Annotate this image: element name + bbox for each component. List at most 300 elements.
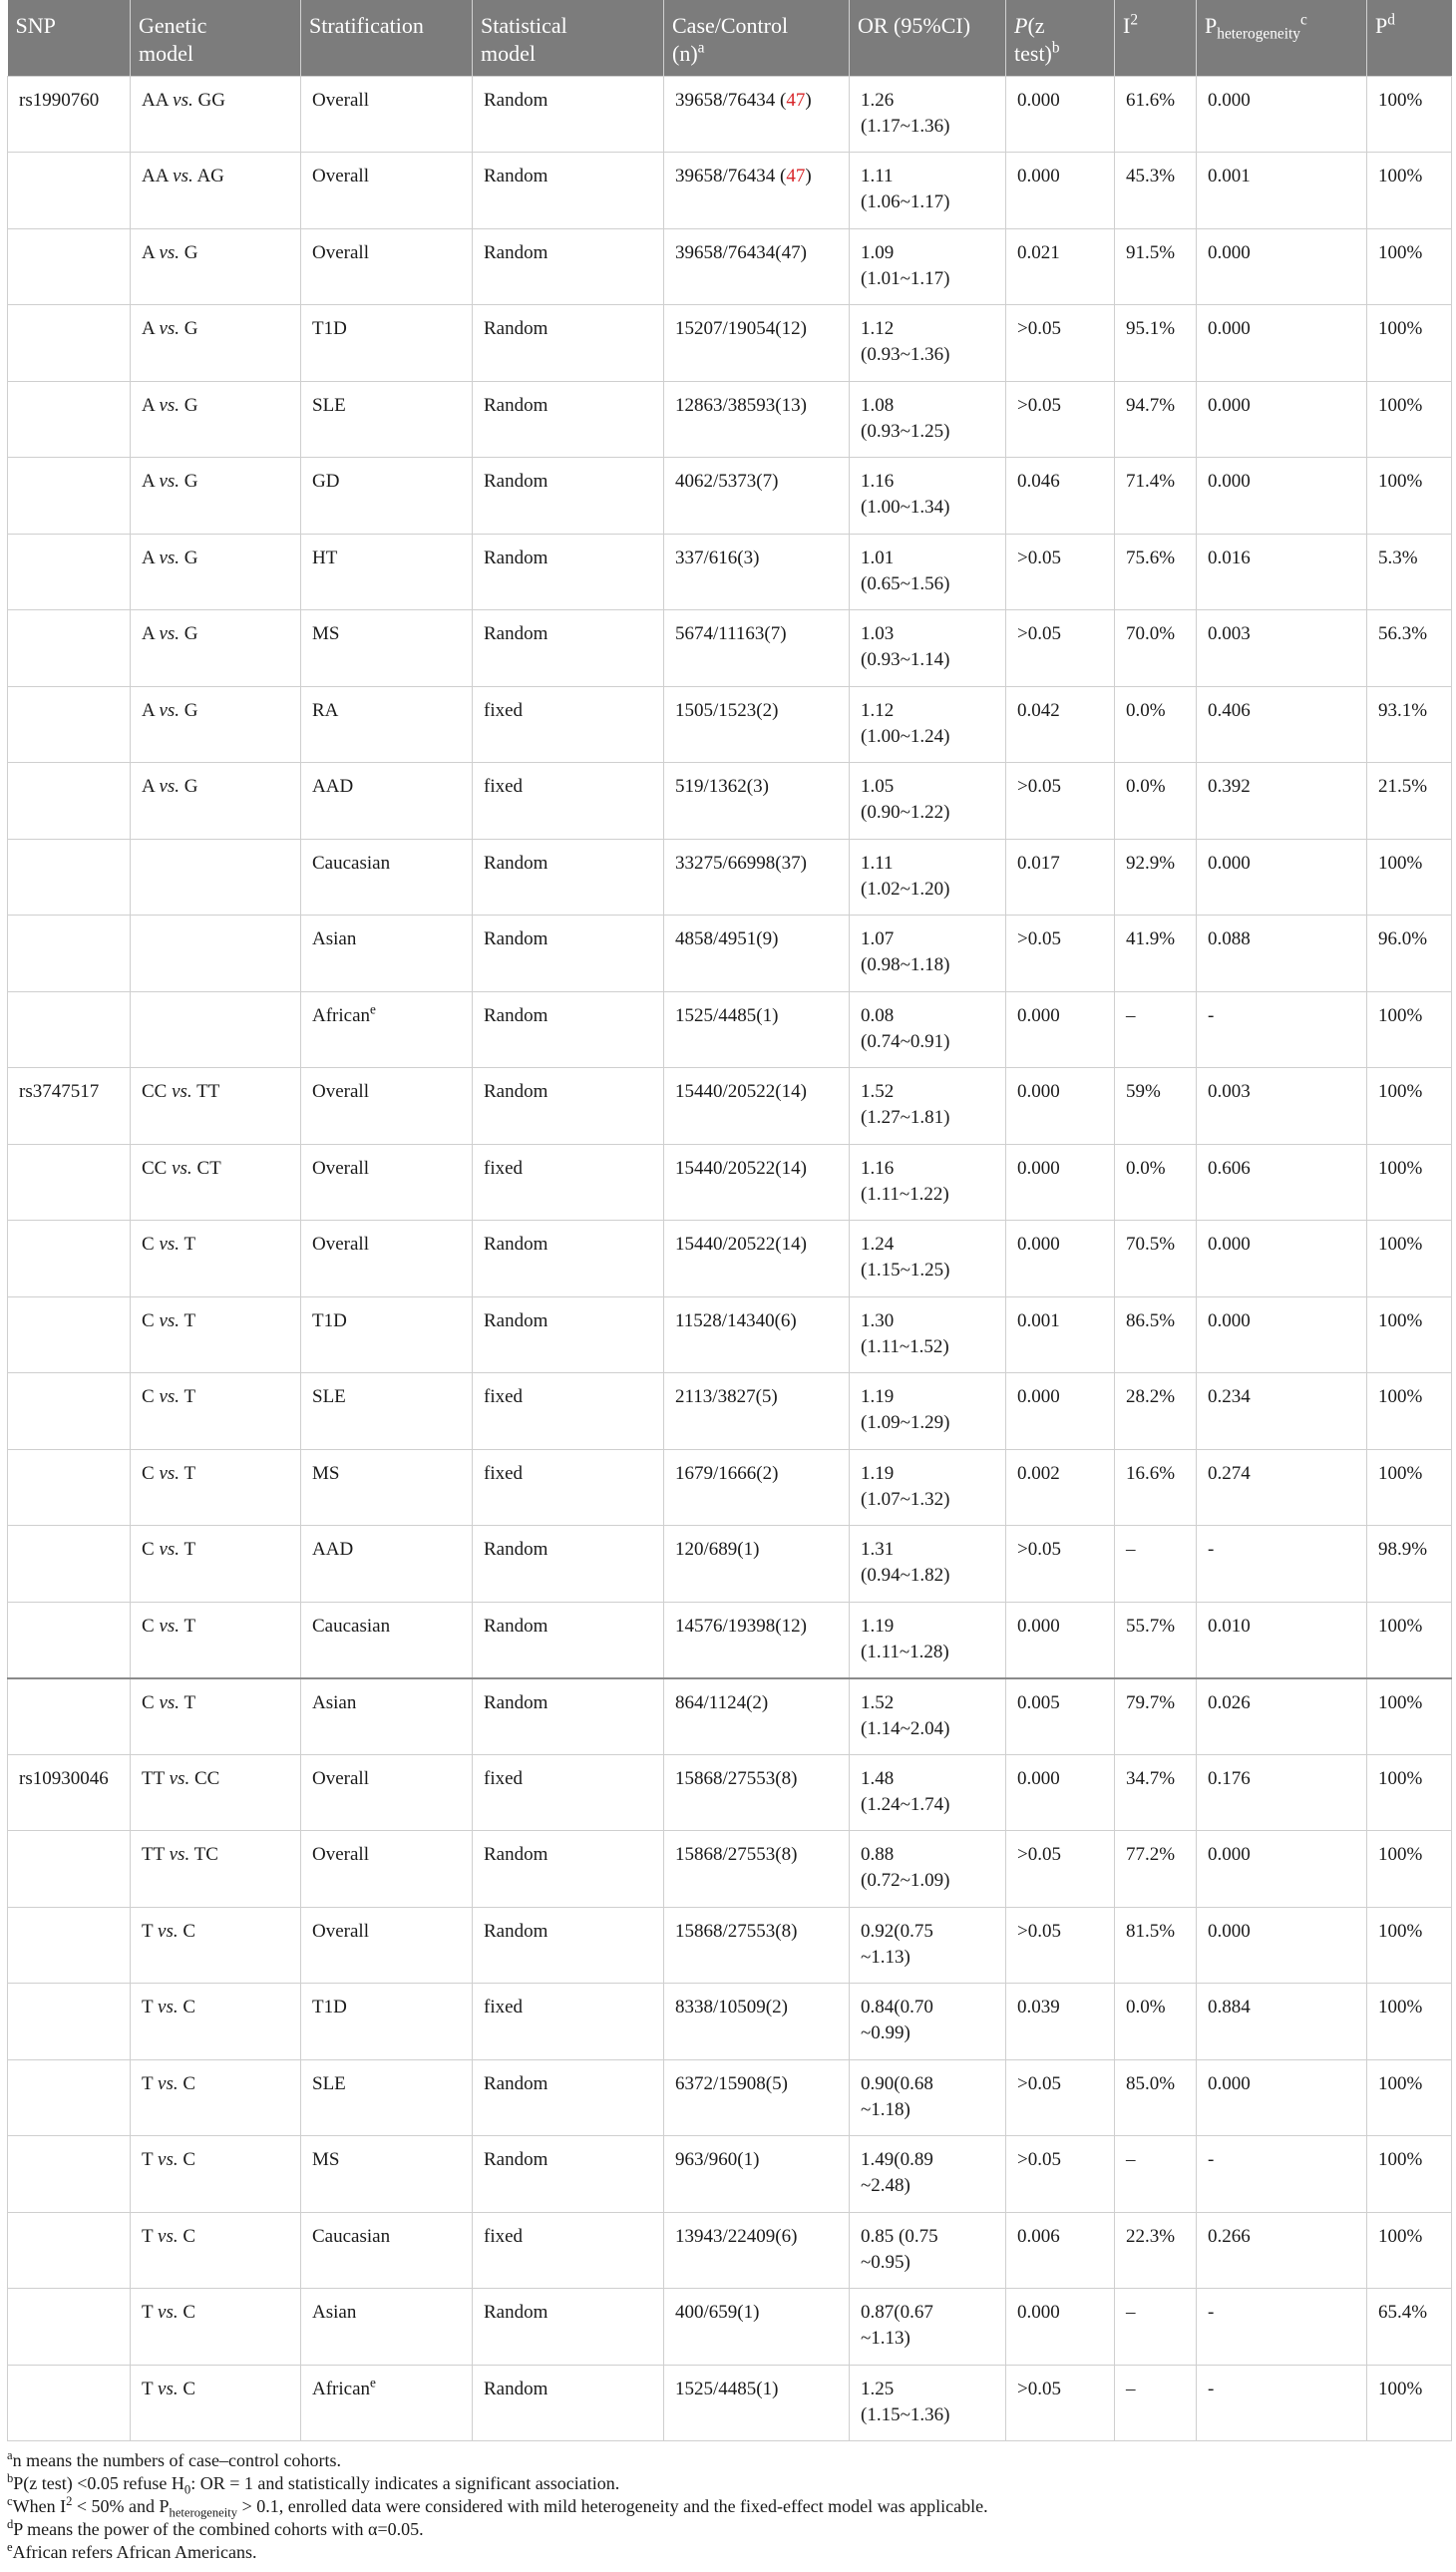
cell-or: 1.12 (1.00~1.24): [850, 686, 1006, 763]
cell-pz: 0.000: [1006, 991, 1115, 1068]
cell-stratification: T1D: [301, 305, 473, 382]
cell-stratification: Caucasian: [301, 2212, 473, 2289]
header-or: OR (95%CI): [850, 0, 1006, 76]
cell-pheterogeneity: 0.000: [1197, 458, 1367, 535]
cell-statistical-model: Random: [473, 1678, 664, 1755]
cell-statistical-model: Random: [473, 1526, 664, 1603]
cell-or: 0.84(0.70 ~0.99): [850, 1984, 1006, 2060]
cell-pheterogeneity: 0.003: [1197, 610, 1367, 687]
cell-i2: 41.9%: [1115, 916, 1197, 992]
table-row: [8, 1602, 1452, 1678]
cell-or: 0.87(0.67 ~1.13): [850, 2289, 1006, 2366]
table-row: [8, 610, 1452, 687]
cell-i2: 77.2%: [1115, 1831, 1197, 1908]
header-pz: P(z test)$^b$: [1006, 0, 1115, 76]
table-row: [8, 1984, 1452, 2060]
cell-pheterogeneity: 0.000: [1197, 305, 1367, 382]
table-row: [8, 916, 1452, 992]
cell-pd: 100%: [1367, 1984, 1452, 2060]
cell-i2: 95.1%: [1115, 305, 1197, 382]
table-row: [8, 2365, 1452, 2441]
cell-statistical-model: Random: [473, 1831, 664, 1908]
cell-case-control: 39658/76434(47): [664, 228, 850, 305]
cell-statistical-model: Random: [473, 610, 664, 687]
cell-case-control: 337/616(3): [664, 534, 850, 610]
cell-or: 1.26 (1.17~1.36): [850, 76, 1006, 153]
table-row: [8, 2059, 1452, 2136]
cell-statistical-model: fixed: [473, 763, 664, 840]
cell-stratification: African$^e$: [301, 2365, 473, 2441]
cell-or: 1.30 (1.11~1.52): [850, 1296, 1006, 1373]
cell-statistical-model: Random: [473, 2059, 664, 2136]
cell-genetic-model: [131, 839, 301, 916]
cell-stratification: Overall: [301, 1907, 473, 1984]
cell-i2: 79.7%: [1115, 1678, 1197, 1755]
footnote-a: $^a$n means the numbers of case–control cohorts.: [7, 2448, 341, 2470]
cell-snp: rs10930046: [8, 1754, 131, 1831]
table-row: [8, 1068, 1452, 1145]
cell-stratification: RA: [301, 686, 473, 763]
cell-statistical-model: Random: [473, 1296, 664, 1373]
cell-statistical-model: Random: [473, 2365, 664, 2441]
cell-stratification: SLE: [301, 381, 473, 458]
cell-case-control: 8338/10509(2): [664, 1984, 850, 2060]
table-row: [8, 381, 1452, 458]
cell-pheterogeneity: -: [1197, 991, 1367, 1068]
cell-genetic-model: AA vs. GG: [131, 76, 301, 153]
cell-pz: >0.05: [1006, 1831, 1115, 1908]
cell-stratification: SLE: [301, 1373, 473, 1450]
cell-pheterogeneity: 0.606: [1197, 1144, 1367, 1221]
cell-stratification: MS: [301, 1449, 473, 1526]
cell-case-control: 15440/20522(14): [664, 1068, 850, 1145]
results-table: [7, 0, 1452, 2441]
cell-statistical-model: Random: [473, 228, 664, 305]
cell-case-control: 13943/22409(6): [664, 2212, 850, 2289]
header-stratification: Stratification: [301, 0, 473, 76]
cell-genetic-model: T vs. C: [131, 1984, 301, 2060]
cell-stratification: African$^e$: [301, 991, 473, 1068]
cell-pd: 100%: [1367, 991, 1452, 1068]
cell-snp: [8, 458, 131, 535]
table-container: [7, 0, 1451, 2564]
cell-pd: 100%: [1367, 1602, 1452, 1678]
cell-snp: [8, 1144, 131, 1221]
cell-pz: 0.006: [1006, 2212, 1115, 2289]
cell-i2: 22.3%: [1115, 2212, 1197, 2289]
cell-genetic-model: A vs. G: [131, 534, 301, 610]
cell-pz: 0.005: [1006, 1678, 1115, 1755]
cell-case-control: 4062/5373(7): [664, 458, 850, 535]
cell-case-control: 6372/15908(5): [664, 2059, 850, 2136]
cell-pd: 100%: [1367, 1754, 1452, 1831]
cell-pd: 98.9%: [1367, 1526, 1452, 1603]
cell-or: 1.12 (0.93~1.36): [850, 305, 1006, 382]
cell-snp: [8, 1449, 131, 1526]
table-row: [8, 2289, 1452, 2366]
cell-statistical-model: Random: [473, 2289, 664, 2366]
cell-or: 1.16 (1.11~1.22): [850, 1144, 1006, 1221]
cell-i2: –: [1115, 991, 1197, 1068]
cell-case-control: 963/960(1): [664, 2136, 850, 2213]
cell-genetic-model: AA vs. AG: [131, 153, 301, 229]
cell-statistical-model: Random: [473, 991, 664, 1068]
cell-statistical-model: fixed: [473, 1449, 664, 1526]
cell-i2: 61.6%: [1115, 76, 1197, 153]
cell-pz: >0.05: [1006, 381, 1115, 458]
cell-stratification: Overall: [301, 1221, 473, 1297]
cell-statistical-model: Random: [473, 1602, 664, 1678]
cell-case-control: 15440/20522(14): [664, 1221, 850, 1297]
cell-i2: 94.7%: [1115, 381, 1197, 458]
cell-pd: 100%: [1367, 1068, 1452, 1145]
cell-pd: 100%: [1367, 228, 1452, 305]
cell-or: 1.08 (0.93~1.25): [850, 381, 1006, 458]
cell-snp: [8, 2136, 131, 2213]
cell-pz: 0.046: [1006, 458, 1115, 535]
cell-genetic-model: [131, 991, 301, 1068]
header-pheterogeneity: $P_{heterogeneity}^c$: [1197, 0, 1367, 76]
cell-or: 1.19 (1.09~1.29): [850, 1373, 1006, 1450]
cell-genetic-model: [131, 916, 301, 992]
cell-i2: 91.5%: [1115, 228, 1197, 305]
cell-stratification: Overall: [301, 228, 473, 305]
cell-pz: 0.000: [1006, 76, 1115, 153]
cell-pd: 100%: [1367, 1449, 1452, 1526]
cell-pz: 0.000: [1006, 1068, 1115, 1145]
cell-genetic-model: T vs. C: [131, 1907, 301, 1984]
footnote-d: $^d$P means the power of the combined cohorts with α=0.05.: [7, 2517, 424, 2539]
cell-or: 1.52 (1.27~1.81): [850, 1068, 1006, 1145]
cell-pheterogeneity: 0.176: [1197, 1754, 1367, 1831]
cell-or: 1.19 (1.11~1.28): [850, 1602, 1006, 1678]
cell-pz: 0.000: [1006, 1602, 1115, 1678]
cell-genetic-model: A vs. G: [131, 381, 301, 458]
footnote-e: $^e$African refers African Americans.: [7, 2540, 257, 2562]
cell-i2: –: [1115, 2365, 1197, 2441]
cell-case-control: 33275/66998(37): [664, 839, 850, 916]
cell-pheterogeneity: 0.406: [1197, 686, 1367, 763]
cell-pd: 100%: [1367, 2365, 1452, 2441]
cell-snp: [8, 763, 131, 840]
cell-stratification: GD: [301, 458, 473, 535]
cell-pheterogeneity: -: [1197, 2289, 1367, 2366]
cell-case-control: 2113/3827(5): [664, 1373, 850, 1450]
cell-pz: >0.05: [1006, 2365, 1115, 2441]
cell-case-control: 39658/76434 (47): [664, 76, 850, 153]
cell-pz: 0.042: [1006, 686, 1115, 763]
cell-or: 1.19 (1.07~1.32): [850, 1449, 1006, 1526]
cell-i2: 70.5%: [1115, 1221, 1197, 1297]
cell-snp: [8, 2212, 131, 2289]
cell-pheterogeneity: 0.392: [1197, 763, 1367, 840]
cell-i2: 55.7%: [1115, 1602, 1197, 1678]
header-case-control: Case/Control $(n)^a$: [664, 0, 850, 76]
footnotes: [7, 2449, 1451, 2564]
table-row: [8, 305, 1452, 382]
cell-pheterogeneity: 0.003: [1197, 1068, 1367, 1145]
cell-pd: 100%: [1367, 1907, 1452, 1984]
cell-pz: >0.05: [1006, 1526, 1115, 1603]
cell-snp: [8, 1984, 131, 2060]
cell-genetic-model: A vs. G: [131, 610, 301, 687]
cell-pheterogeneity: 0.010: [1197, 1602, 1367, 1678]
cell-pd: 100%: [1367, 1373, 1452, 1450]
cell-genetic-model: CC vs. CT: [131, 1144, 301, 1221]
cell-statistical-model: Random: [473, 1907, 664, 1984]
table-row: [8, 839, 1452, 916]
cell-genetic-model: T vs. C: [131, 2212, 301, 2289]
cell-snp: [8, 2289, 131, 2366]
cell-or: 1.05 (0.90~1.22): [850, 763, 1006, 840]
cell-stratification: Asian: [301, 2289, 473, 2366]
table-row: [8, 534, 1452, 610]
cell-pd: 100%: [1367, 76, 1452, 153]
cell-stratification: T1D: [301, 1296, 473, 1373]
header-statistical-model: Statistical model: [473, 0, 664, 76]
cell-genetic-model: A vs. G: [131, 458, 301, 535]
cell-pz: 0.039: [1006, 1984, 1115, 2060]
cell-pd: 100%: [1367, 839, 1452, 916]
cell-pz: 0.002: [1006, 1449, 1115, 1526]
cell-case-control: 12863/38593(13): [664, 381, 850, 458]
cell-pz: 0.000: [1006, 2289, 1115, 2366]
cell-pd: 21.5%: [1367, 763, 1452, 840]
cell-pz: >0.05: [1006, 2059, 1115, 2136]
cell-i2: –: [1115, 2289, 1197, 2366]
cell-stratification: Overall: [301, 76, 473, 153]
cell-pheterogeneity: 0.088: [1197, 916, 1367, 992]
cell-or: 1.48 (1.24~1.74): [850, 1754, 1006, 1831]
table-row: [8, 1296, 1452, 1373]
cell-case-control: 519/1362(3): [664, 763, 850, 840]
table-row: [8, 228, 1452, 305]
cell-pz: 0.000: [1006, 1373, 1115, 1450]
cell-i2: 28.2%: [1115, 1373, 1197, 1450]
cell-genetic-model: C vs. T: [131, 1678, 301, 1755]
cell-or: 1.49(0.89 ~2.48): [850, 2136, 1006, 2213]
cell-stratification: T1D: [301, 1984, 473, 2060]
table-row: [8, 763, 1452, 840]
cell-or: 1.24 (1.15~1.25): [850, 1221, 1006, 1297]
cell-genetic-model: A vs. G: [131, 228, 301, 305]
cell-or: 0.08 (0.74~0.91): [850, 991, 1006, 1068]
cell-genetic-model: A vs. G: [131, 686, 301, 763]
table-row: [8, 1831, 1452, 1908]
table-row: [8, 1373, 1452, 1450]
cell-pz: >0.05: [1006, 763, 1115, 840]
cell-or: 1.16 (1.00~1.34): [850, 458, 1006, 535]
cell-statistical-model: Random: [473, 2136, 664, 2213]
cell-pheterogeneity: 0.026: [1197, 1678, 1367, 1755]
cell-snp: [8, 610, 131, 687]
cell-case-control: 1525/4485(1): [664, 991, 850, 1068]
cell-snp: rs3747517: [8, 1068, 131, 1145]
cell-pheterogeneity: 0.000: [1197, 228, 1367, 305]
cell-i2: 34.7%: [1115, 1754, 1197, 1831]
cell-pheterogeneity: 0.000: [1197, 1831, 1367, 1908]
cell-genetic-model: A vs. G: [131, 305, 301, 382]
cell-pz: >0.05: [1006, 1907, 1115, 1984]
cell-snp: [8, 381, 131, 458]
cell-pd: 100%: [1367, 1296, 1452, 1373]
cell-statistical-model: fixed: [473, 1373, 664, 1450]
cell-case-control: 11528/14340(6): [664, 1296, 850, 1373]
cell-case-control: 15868/27553(8): [664, 1907, 850, 1984]
cell-genetic-model: A vs. G: [131, 763, 301, 840]
cell-pd: 100%: [1367, 1831, 1452, 1908]
cell-stratification: HT: [301, 534, 473, 610]
cell-or: 0.85 (0.75 ~0.95): [850, 2212, 1006, 2289]
cell-stratification: AAD: [301, 1526, 473, 1603]
cell-pheterogeneity: 0.000: [1197, 1907, 1367, 1984]
table-row: [8, 1144, 1452, 1221]
cell-snp: [8, 1602, 131, 1678]
cell-case-control: 15868/27553(8): [664, 1754, 850, 1831]
cell-stratification: Overall: [301, 1144, 473, 1221]
cell-statistical-model: Random: [473, 916, 664, 992]
cell-i2: 75.6%: [1115, 534, 1197, 610]
cell-or: 1.11 (1.02~1.20): [850, 839, 1006, 916]
cell-i2: 85.0%: [1115, 2059, 1197, 2136]
cell-stratification: Caucasian: [301, 839, 473, 916]
header-genetic-model: Genetic model: [131, 0, 301, 76]
cell-case-control: 1679/1666(2): [664, 1449, 850, 1526]
cell-snp: [8, 534, 131, 610]
cell-or: 1.09 (1.01~1.17): [850, 228, 1006, 305]
table-row: [8, 1754, 1452, 1831]
cell-pz: 0.001: [1006, 1296, 1115, 1373]
cell-snp: [8, 2059, 131, 2136]
cell-snp: [8, 686, 131, 763]
cell-pz: 0.000: [1006, 1144, 1115, 1221]
cell-case-control: 14576/19398(12): [664, 1602, 850, 1678]
cell-snp: [8, 153, 131, 229]
cell-pheterogeneity: 0.000: [1197, 1296, 1367, 1373]
cell-snp: [8, 1373, 131, 1450]
cell-genetic-model: C vs. T: [131, 1526, 301, 1603]
table-row: [8, 153, 1452, 229]
cell-statistical-model: Random: [473, 1068, 664, 1145]
header-row: [8, 0, 1452, 76]
cell-genetic-model: C vs. T: [131, 1602, 301, 1678]
cell-pheterogeneity: 0.000: [1197, 381, 1367, 458]
cell-pz: >0.05: [1006, 610, 1115, 687]
cell-snp: [8, 305, 131, 382]
cell-pheterogeneity: 0.016: [1197, 534, 1367, 610]
cell-snp: [8, 1907, 131, 1984]
cell-statistical-model: Random: [473, 381, 664, 458]
cell-case-control: 39658/76434 (47): [664, 153, 850, 229]
cell-i2: 59%: [1115, 1068, 1197, 1145]
cell-or: 0.92(0.75 ~1.13): [850, 1907, 1006, 1984]
cell-stratification: Overall: [301, 153, 473, 229]
cell-case-control: 1505/1523(2): [664, 686, 850, 763]
cell-pheterogeneity: 0.000: [1197, 76, 1367, 153]
cell-genetic-model: C vs. T: [131, 1296, 301, 1373]
cell-pheterogeneity: 0.000: [1197, 839, 1367, 916]
cell-stratification: Overall: [301, 1068, 473, 1145]
cell-stratification: Asian: [301, 916, 473, 992]
cell-pd: 100%: [1367, 381, 1452, 458]
cell-stratification: Asian: [301, 1678, 473, 1755]
cell-snp: [8, 916, 131, 992]
table-row: [8, 991, 1452, 1068]
cell-snp: [8, 1678, 131, 1755]
table-row: [8, 458, 1452, 535]
cell-pz: >0.05: [1006, 305, 1115, 382]
cell-statistical-model: Random: [473, 458, 664, 535]
cell-pd: 5.3%: [1367, 534, 1452, 610]
cell-i2: 0.0%: [1115, 1144, 1197, 1221]
cell-or: 1.01 (0.65~1.56): [850, 534, 1006, 610]
table-row: [8, 1221, 1452, 1297]
cell-pz: >0.05: [1006, 916, 1115, 992]
header-i2: $I^2$: [1115, 0, 1197, 76]
cell-pz: 0.017: [1006, 839, 1115, 916]
cell-pheterogeneity: 0.000: [1197, 1221, 1367, 1297]
table-row: [8, 686, 1452, 763]
footnote-c: $^c$When $I^2 < 50\%$ and $P_{heterogeneity} > 0.1$, enrolled data were considered with mild heterogeneity and the fixed-effect model was applicable.: [7, 2494, 988, 2520]
cell-pd: 56.3%: [1367, 610, 1452, 687]
cell-pz: 0.000: [1006, 1221, 1115, 1297]
cell-statistical-model: fixed: [473, 1754, 664, 1831]
cell-genetic-model: CC vs. TT: [131, 1068, 301, 1145]
table-row: [8, 1678, 1452, 1755]
cell-pheterogeneity: -: [1197, 1526, 1367, 1603]
cell-pd: 100%: [1367, 2136, 1452, 2213]
table-row: [8, 2212, 1452, 2289]
cell-pheterogeneity: 0.884: [1197, 1984, 1367, 2060]
cell-pd: 93.1%: [1367, 686, 1452, 763]
cell-stratification: AAD: [301, 763, 473, 840]
table-row: [8, 1526, 1452, 1603]
cell-statistical-model: fixed: [473, 1984, 664, 2060]
cell-snp: [8, 1221, 131, 1297]
cell-pz: 0.021: [1006, 228, 1115, 305]
cell-statistical-model: Random: [473, 76, 664, 153]
cell-or: 1.52 (1.14~2.04): [850, 1678, 1006, 1755]
cell-i2: 0.0%: [1115, 686, 1197, 763]
cell-pheterogeneity: 0.234: [1197, 1373, 1367, 1450]
cell-pheterogeneity: -: [1197, 2136, 1367, 2213]
table-body: [8, 76, 1452, 2441]
cell-i2: 70.0%: [1115, 610, 1197, 687]
cell-statistical-model: fixed: [473, 686, 664, 763]
cell-pheterogeneity: 0.000: [1197, 2059, 1367, 2136]
cell-or: 0.90(0.68 ~1.18): [850, 2059, 1006, 2136]
cell-case-control: 400/659(1): [664, 2289, 850, 2366]
cell-genetic-model: C vs. T: [131, 1449, 301, 1526]
cell-case-control: 15207/19054(12): [664, 305, 850, 382]
table-row: [8, 76, 1452, 153]
cell-snp: rs1990760: [8, 76, 131, 153]
cell-genetic-model: C vs. T: [131, 1373, 301, 1450]
cell-pz: 0.000: [1006, 153, 1115, 229]
cell-snp: [8, 839, 131, 916]
cell-i2: 71.4%: [1115, 458, 1197, 535]
cell-stratification: MS: [301, 2136, 473, 2213]
cell-snp: [8, 1831, 131, 1908]
cell-i2: 86.5%: [1115, 1296, 1197, 1373]
cell-case-control: 4858/4951(9): [664, 916, 850, 992]
cell-statistical-model: Random: [473, 305, 664, 382]
cell-pd: 65.4%: [1367, 2289, 1452, 2366]
header-snp: SNP: [8, 0, 131, 76]
table-row: [8, 1907, 1452, 1984]
cell-i2: –: [1115, 1526, 1197, 1603]
cell-or: 0.88 (0.72~1.09): [850, 1831, 1006, 1908]
